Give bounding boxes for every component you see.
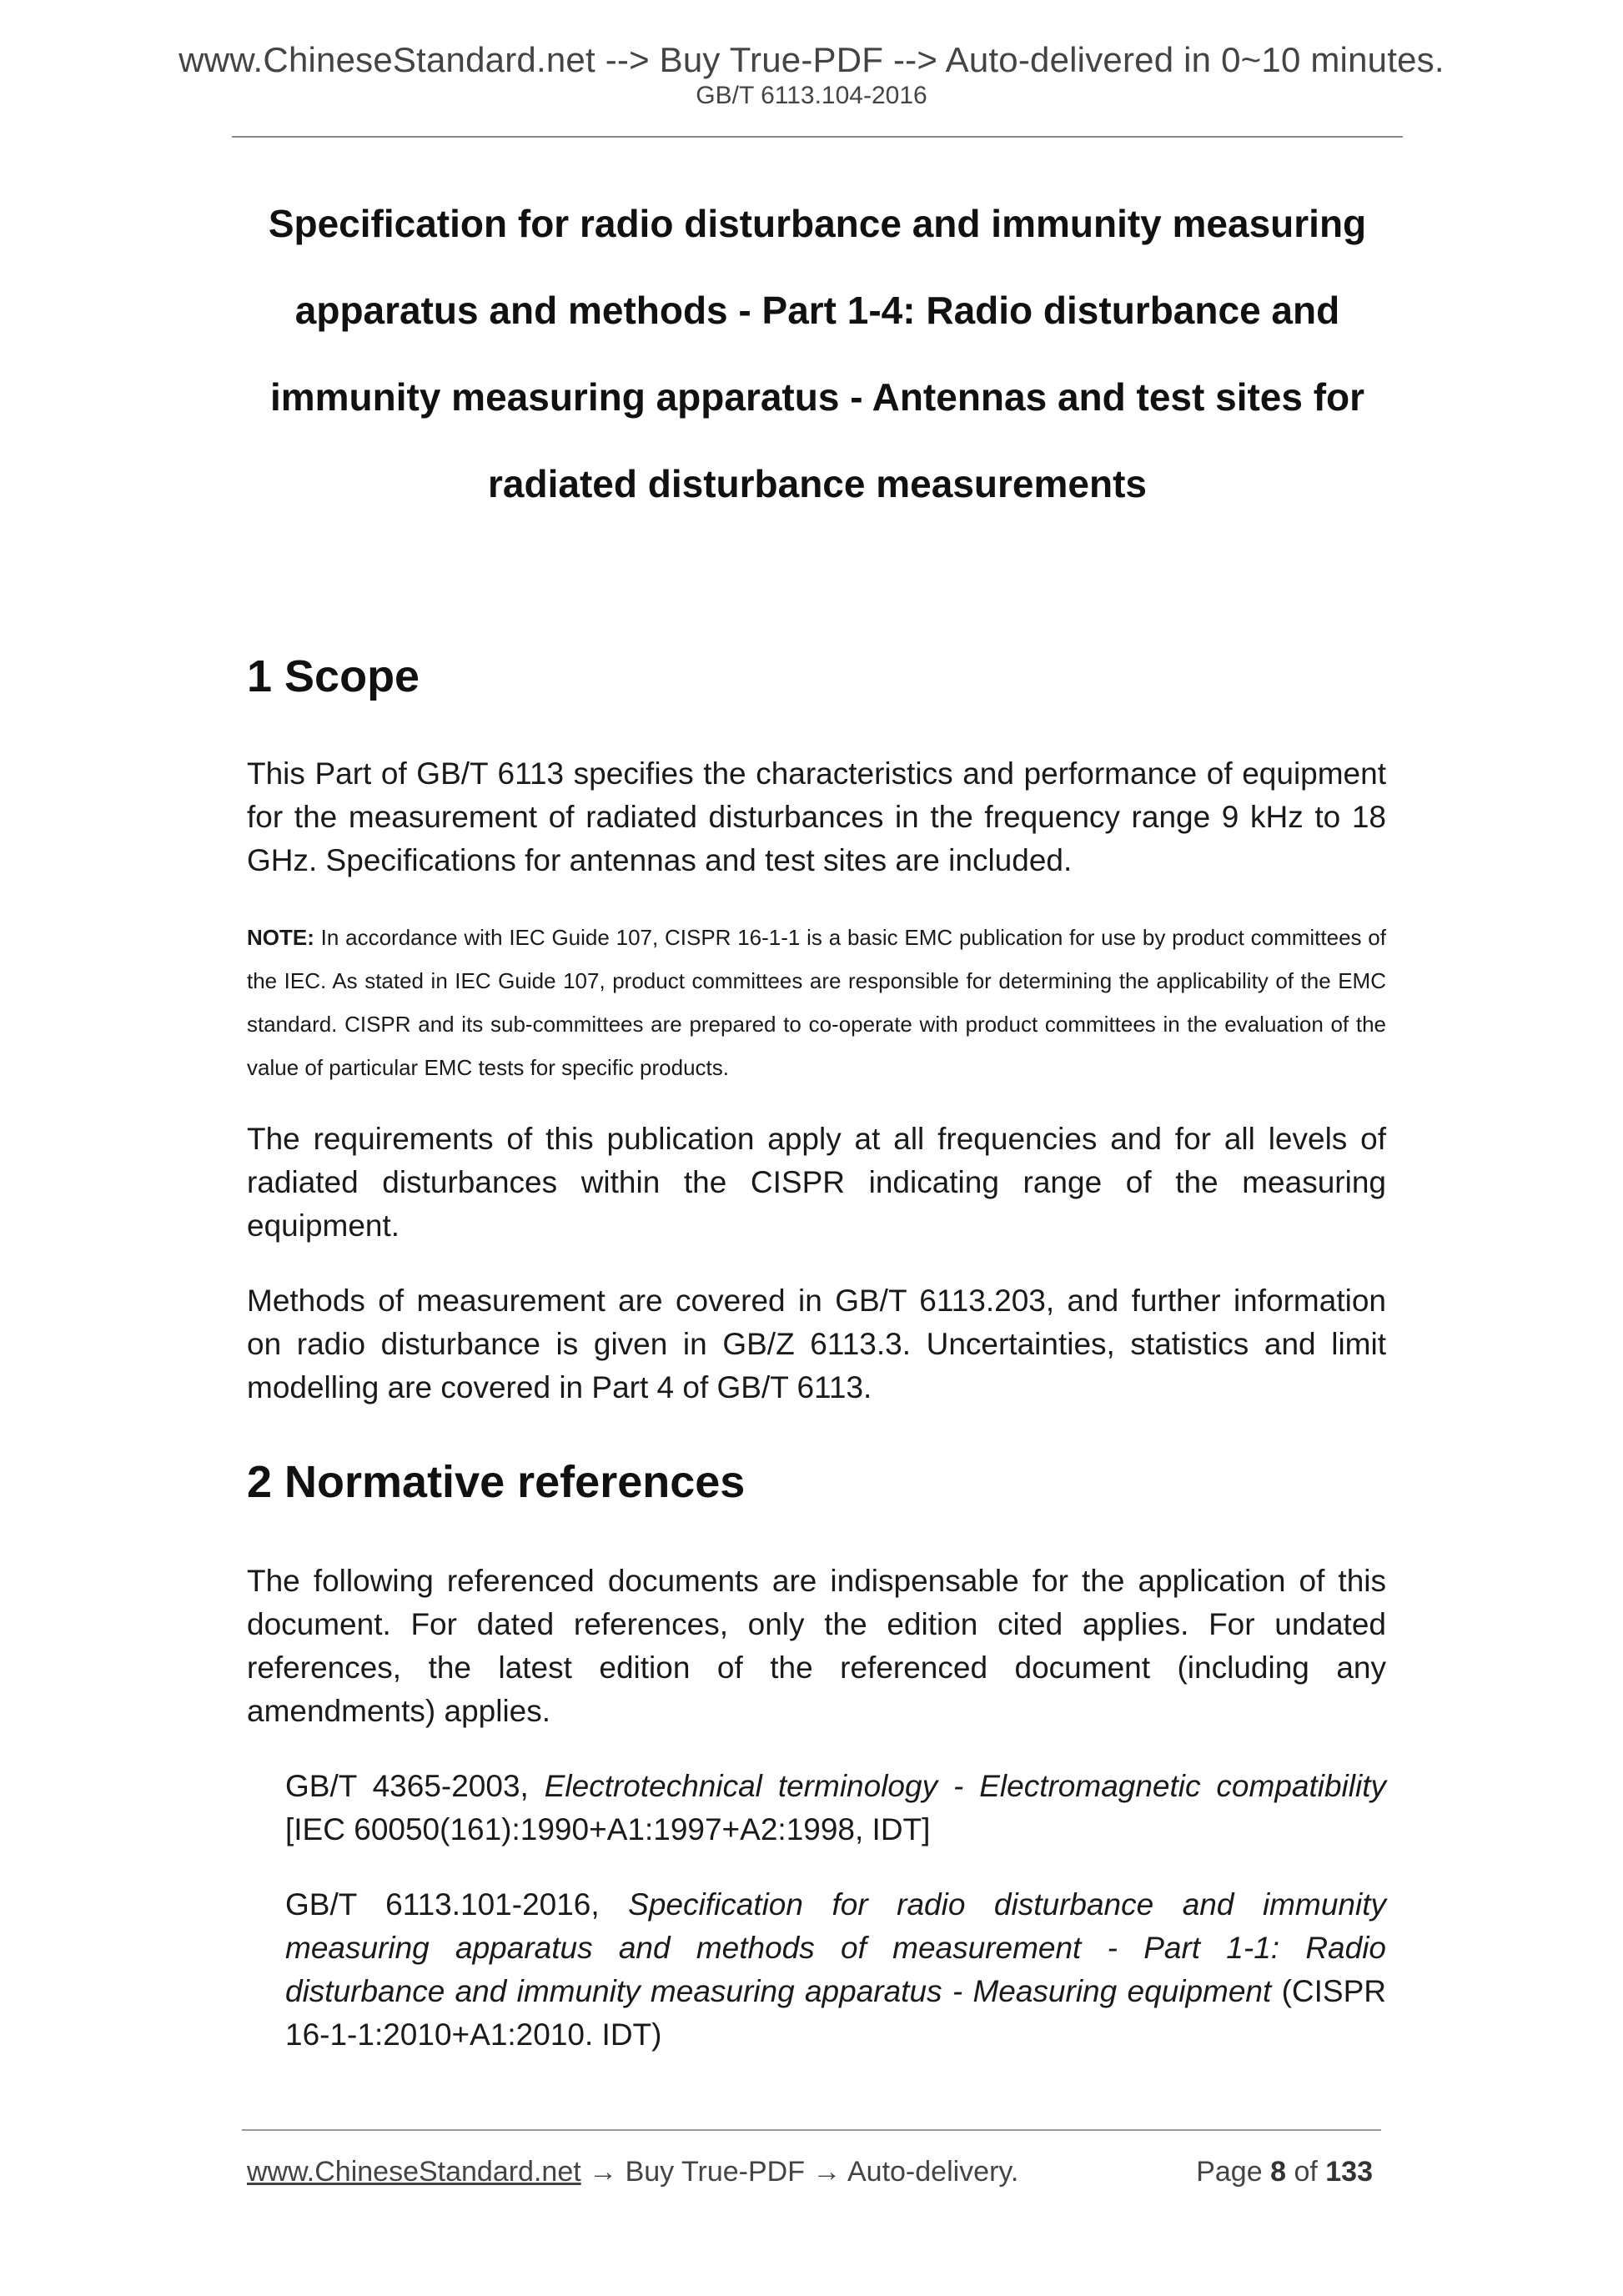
- title-line-2: apparatus and methods - Part 1-4: Radio disturbance and: [294, 289, 1340, 332]
- page-indicator: [1196, 2156, 1373, 2188]
- document-id: GB/T 6113.104-2016: [696, 82, 927, 109]
- section-heading-normative-references: 2 Normative references: [247, 1457, 746, 1507]
- of-word: of: [1294, 2156, 1318, 2188]
- page-number: 8: [1270, 2156, 1286, 2188]
- title-line-4: radiated disturbance measurements: [488, 462, 1147, 505]
- footer-left: [247, 2156, 1018, 2188]
- reference-item: [285, 1765, 1386, 1851]
- footer-text: → Buy True-PDF → Auto-delivery.: [580, 2156, 1019, 2188]
- reference-suffix: (CISPR 16-1-1:2010+A1:2010. IDT): [285, 1974, 1386, 2052]
- scope-paragraph-2: The requirements of this publication apply at all frequencies and for all levels of radiated disturbances within the CISPR indicating range of the measuring equipment.: [247, 1122, 1386, 1243]
- title-line-3: immunity measuring apparatus - Antennas and test sites for: [269, 375, 1365, 419]
- normative-paragraph-1: The following referenced documents are indispensable for the application of this document. For dated references, only the edition cited applies. For undated references, the latest edition of the referenced document (including any amendments) applies.: [247, 1564, 1386, 1728]
- header-divider: [232, 136, 1403, 138]
- total-pages: 133: [1325, 2156, 1373, 2188]
- scope-note: [247, 916, 1386, 1089]
- note-text: In accordance with IEC Guide 107, CISPR 16-1-1 is a basic EMC publication for use by product committees of the IEC. As stated in IEC Guide 107, product committees are responsible for determining the applicability of the EMC standard. CISPR and its sub-committees are prepared to co-operate with product committees in the evaluation of the value of particular EMC tests for specific products.: [247, 925, 1386, 1080]
- page-word: Page: [1196, 2156, 1263, 2188]
- header-banner: www.ChineseStandard.net --> Buy True-PDF --> Auto-delivered in 0~10 minutes.: [178, 40, 1445, 79]
- reference-code: GB/T 4365-2003,: [285, 1769, 545, 1803]
- document-title: [242, 180, 1393, 527]
- reference-title: Electrotechnical terminology - Electromagnetic compatibility: [544, 1769, 1386, 1803]
- reference-item: [285, 1883, 1386, 2057]
- footer-divider: [242, 2129, 1381, 2131]
- note-label: NOTE:: [247, 925, 314, 950]
- reference-code: GB/T 6113.101-2016,: [285, 1887, 629, 1922]
- scope-paragraph-1: This Part of GB/T 6113 specifies the characteristics and performance of equipment for the measurement of radiated disturbances in the frequency range 9 kHz to 18 GHz. Specifications for antennas and test sites are included.: [247, 756, 1386, 877]
- reference-suffix: [IEC 60050(161):1990+A1:1997+A2:1998, IDT]: [285, 1812, 931, 1846]
- footer-link[interactable]: www.ChineseStandard.net: [247, 2156, 581, 2188]
- section-heading-scope: 1 Scope: [247, 651, 420, 701]
- reference-title: Specification for radio disturbance and immunity measuring apparatus and methods of measurement - Part 1-1: Radio disturbance and immunity measuring apparatus - Measuring equipment: [285, 1887, 1386, 2008]
- title-line-1: Specification for radio disturbance and immunity measuring: [268, 202, 1367, 245]
- scope-paragraph-3: Methods of measurement are covered in GB/T 6113.203, and further information on radio disturbance is given in GB/Z 6113.3. Uncertainties, statistics and limit modelling are covered in Part 4 of GB/T 6113.: [247, 1284, 1386, 1404]
